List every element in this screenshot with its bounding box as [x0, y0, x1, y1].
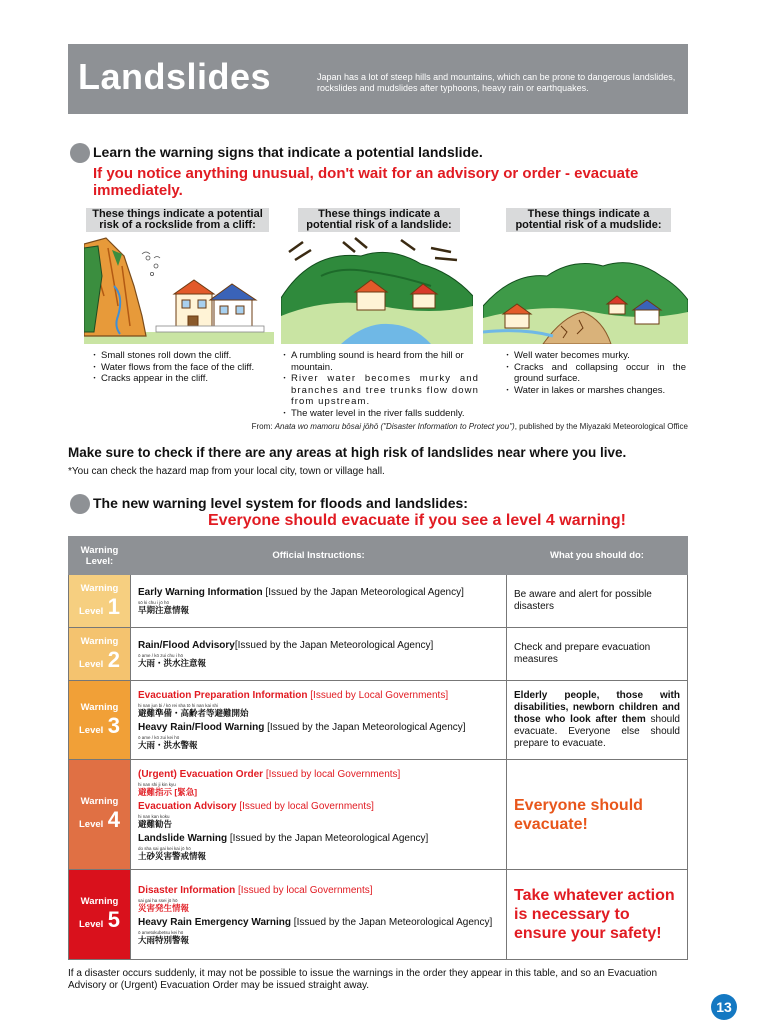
hazard-check-title: Make sure to check if there are any areas at high risk of landslides near where you live. — [68, 445, 627, 460]
instruction-name: (Urgent) Evacuation Order — [138, 768, 264, 780]
ruby-reading: do sha sai gai kei kai jō hō — [138, 845, 191, 851]
issuer: [Issued by the Japan Meteorological Agency] — [234, 640, 434, 651]
instruction-cell — [131, 681, 507, 760]
table-row — [69, 628, 688, 681]
list-item: ・ Well water becomes murky. — [506, 350, 686, 362]
instruction-cell — [131, 575, 507, 628]
source-citation — [252, 422, 688, 431]
japanese-name: 土砂災害警戒情報 — [138, 850, 207, 861]
mudslide-illustration — [483, 236, 688, 344]
todo-cell: Check and prepare evacuation measures — [507, 628, 688, 681]
japanese-name: 避難指示 [緊急] — [138, 786, 198, 797]
issuer: [Issued by the Japan Meteorological Agency] — [267, 722, 466, 733]
todo-cell: Be aware and alert for possible disasters — [507, 575, 688, 628]
ruby-reading: hi nan kan koku — [138, 813, 170, 819]
instruction-name: Heavy Rain/Flood Warning — [138, 722, 265, 733]
level-cell — [69, 575, 131, 628]
level-cell — [69, 628, 131, 681]
japanese-name: 避難準備・高齢者等避難開始 — [138, 708, 249, 718]
list-item: ・ Water in lakes or marshes changes. — [506, 385, 686, 397]
page-number-badge: 13 — [711, 994, 737, 1020]
level-number: 2 — [107, 646, 120, 672]
table-row — [69, 760, 688, 870]
instruction-cell — [131, 760, 507, 870]
japanese-name: 避難勧告 — [138, 818, 173, 829]
japanese-name: 大雨特別警報 — [138, 934, 190, 945]
list-item: ・ Small stones roll down the cliff. — [93, 350, 278, 362]
japanese-name: 災害発生情報 — [138, 902, 190, 913]
mudslide-heading: These things indicate a potential risk of a mudslide: — [506, 208, 671, 232]
instruction-name: Heavy Rain Emergency Warning — [138, 916, 292, 928]
level-number: 5 — [107, 907, 120, 932]
section2-warning: Everyone should evacuate if you see a level 4 warning! — [208, 512, 626, 529]
warning-level-table — [68, 536, 688, 960]
ruby-reading: hi nan jun bi / kō rei sha tō hi nan kai shi — [138, 703, 219, 708]
instruction-name: Disaster Information — [138, 884, 236, 896]
issuer: [Issued by the Japan Meteorological Agency] — [265, 587, 464, 598]
ruby-reading: ō ame / kō zui kei hō — [138, 735, 180, 740]
level-cell — [69, 681, 131, 760]
instruction-name: Evacuation Advisory — [138, 800, 237, 812]
level-word: Level — [79, 605, 104, 617]
table-footnote: If a disaster occurs suddenly, it may not be possible to issue the warnings in the order they appear in this table, and so an Evacuation Advisory or (Urgent) Evacuation Order may be issued straight away. — [68, 968, 658, 991]
issuer: [Issued by the Japan Meteorological Agency] — [293, 916, 493, 928]
source-prefix: From: — [251, 422, 275, 431]
column-header-level: Warning Level: — [69, 537, 131, 575]
todo-bold: Elderly people, those with disabilities, newborn children and those who look after them — [514, 690, 680, 725]
ruby-reading: sō ki chu i jō hō — [138, 600, 170, 605]
table-row — [69, 575, 688, 628]
warning-word: Warning — [80, 701, 119, 713]
instruction-name: Early Warning Information — [138, 587, 263, 598]
japanese-name: 早期注意情報 — [138, 605, 190, 615]
section-bullet-dot — [70, 494, 90, 514]
issuer: [Issued by local Governments] — [238, 884, 373, 896]
section2-title: The new warning level system for floods and landslides: — [93, 495, 468, 511]
instruction-name: Landslide Warning — [138, 832, 228, 844]
level-word: Level — [79, 724, 104, 736]
ruby-reading: ō ametokubetsu kei hō — [138, 929, 184, 935]
level-number: 1 — [107, 593, 120, 619]
list-item: ・ Cracks appear in the cliff. — [93, 373, 278, 385]
issuer: [Issued by the Japan Meteorological Agency] — [229, 832, 429, 844]
todo-cell: Take whatever action is necessary to ensure your safety! — [507, 870, 688, 960]
hazard-check-note: *You can check the hazard map from your local city, town or village hall. — [68, 466, 385, 477]
table-row — [69, 681, 688, 760]
section1-title: Learn the warning signs that indicate a potential landslide. — [93, 144, 483, 160]
warning-word: Warning — [80, 796, 119, 807]
landslide-illustration — [281, 236, 473, 344]
instruction-cell — [131, 628, 507, 681]
rockslide-signs-list — [93, 350, 278, 385]
japanese-name: 大雨・洪水警報 — [138, 740, 198, 750]
source-suffix: , published by the Miyazaki Meteorological Office — [514, 422, 688, 431]
page-header — [68, 44, 688, 114]
warning-word: Warning — [80, 896, 119, 907]
list-item: ・ The water level in the river falls suddenly. — [283, 408, 479, 420]
list-item: ・ A rumbling sound is heard from the hill or mountain. — [283, 350, 479, 373]
section1-warning: If you notice anything unusual, don't wait for an advisory or order - evacuate immediately. — [93, 165, 639, 199]
ruby-reading: sai gai ha ssei jō hō — [138, 897, 178, 903]
instruction-cell — [131, 870, 507, 960]
level-number: 3 — [107, 712, 120, 738]
landslide-heading: These things indicate a potential risk of a landslide: — [298, 208, 460, 232]
section-bullet-dot — [70, 143, 90, 163]
todo-rest: should evacuate. Everyone else should prepare to evacuate. — [514, 714, 680, 749]
todo-cell: Everyone should evacuate! — [507, 760, 688, 870]
level-cell — [69, 760, 131, 870]
column-header-instructions: Official Instructions: — [131, 537, 507, 575]
japanese-name: 大雨・洪水注意報 — [138, 658, 207, 668]
issuer: [Issued by local Governments] — [265, 768, 401, 780]
instruction-name: Rain/Flood Advisory — [138, 640, 235, 651]
list-item: ・ River water becomes murky and branches and tree trunks flow down from upstream. — [283, 373, 479, 408]
list-item: ・ Water flows from the face of the cliff. — [93, 362, 278, 374]
level-number: 4 — [107, 807, 120, 832]
issuer: [Issued by Local Governments] — [310, 690, 449, 701]
rockslide-illustration — [84, 236, 274, 344]
ruby-reading: hi nan shi ji kin kyu — [138, 781, 176, 787]
mudslide-signs-list — [506, 350, 686, 396]
level-word: Level — [79, 819, 104, 830]
column-header-todo: What you should do: — [507, 537, 688, 575]
rockslide-heading: These things indicate a potential risk of a rockslide from a cliff: — [86, 208, 269, 232]
todo-cell — [507, 681, 688, 760]
list-item: ・ Cracks and collapsing occur in the ground surface. — [506, 362, 686, 385]
table-header-row — [69, 537, 688, 575]
ruby-reading: ō ame / kō zui chu i hō — [138, 653, 184, 658]
header-intro: Japan has a lot of steep hills and mountains, which can be prone to dangerous landslides, rockslides and mudslides after typhoons, heavy rain or earthquakes. — [317, 72, 676, 93]
issuer: [Issued by local Governments] — [239, 800, 374, 812]
warning-word: Warning — [80, 582, 119, 594]
warning-word: Warning — [80, 635, 119, 647]
instruction-name: Evacuation Preparation Information — [138, 690, 308, 701]
page-title: Landslides — [78, 56, 272, 97]
source-title: Anata wo mamoru bōsai jōhō ("Disaster Information to Protect you") — [274, 422, 515, 431]
level-cell — [69, 870, 131, 960]
level-word: Level — [79, 919, 104, 930]
landslide-signs-list — [283, 350, 479, 419]
table-row — [69, 870, 688, 960]
level-word: Level — [79, 658, 104, 670]
